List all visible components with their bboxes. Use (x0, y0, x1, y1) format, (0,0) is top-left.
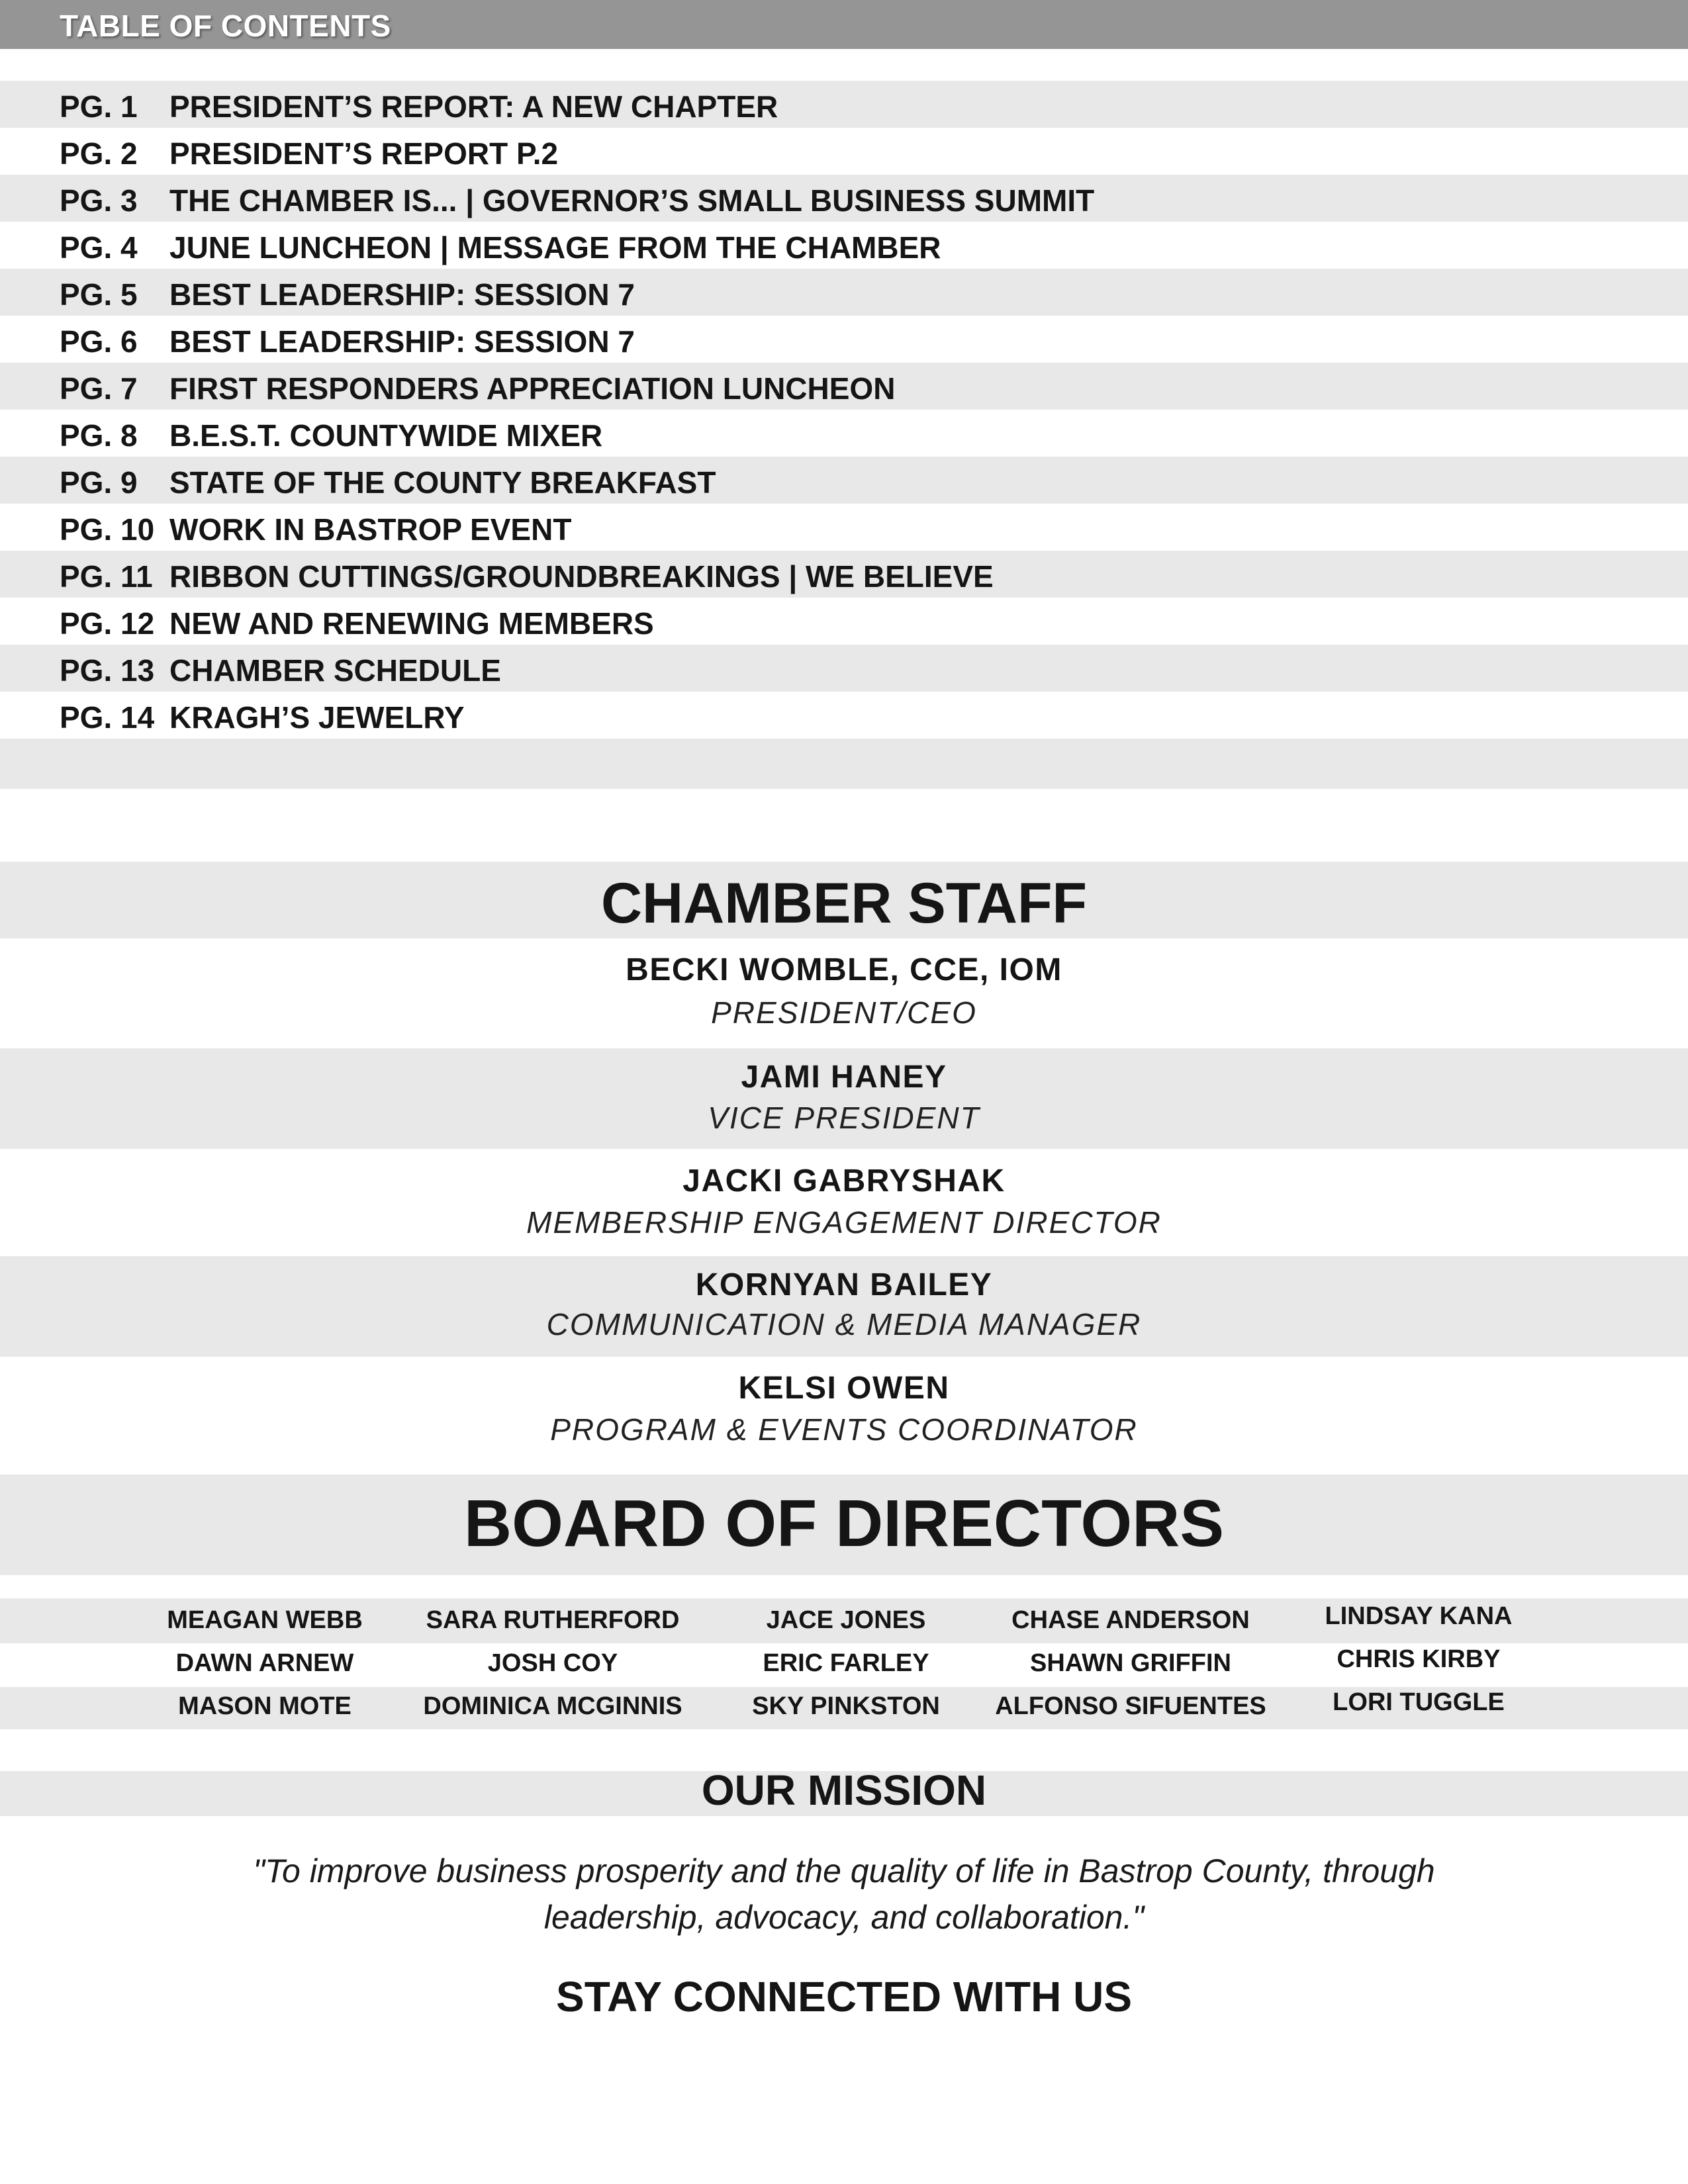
toc-entry[interactable] (0, 551, 1688, 598)
mission-line: "To improve business prosperity and the quality of life in Bastrop County, through (253, 1852, 1435, 1889)
board-member-name: DOMINICA MCGINNIS (423, 1692, 682, 1720)
board-member-name: SARA RUTHERFORD (426, 1606, 680, 1634)
staff-name: BECKI WOMBLE, CCE, IOM (626, 952, 1062, 987)
board-member-name: LORI TUGGLE (1333, 1688, 1505, 1716)
toc-entry-title: FIRST RESPONDERS APPRECIATION LUNCHEON (169, 371, 896, 406)
board-heading: BOARD OF DIRECTORS (463, 1486, 1225, 1561)
board-member-name: SHAWN GRIFFIN (1030, 1649, 1231, 1677)
toc-entry-title: KRAGH’S JEWELRY (169, 700, 465, 735)
toc-page-number: PG. 3 (60, 183, 138, 218)
toc-entry-title: PRESIDENT’S REPORT: A NEW CHAPTER (169, 89, 778, 124)
toc-entry-title: JUNE LUNCHEON | MESSAGE FROM THE CHAMBER (169, 230, 941, 265)
board-member-name: CHRIS KIRBY (1336, 1645, 1501, 1673)
board-member-name: JACE JONES (766, 1606, 926, 1634)
toc-entry-title: RIBBON CUTTINGS/GROUNDBREAKINGS | WE BELIEVE (169, 559, 994, 594)
stay-connected-heading: STAY CONNECTED WITH US (556, 1973, 1132, 2021)
toc-entry[interactable] (0, 128, 1688, 175)
toc-entry-title: NEW AND RENEWING MEMBERS (169, 606, 654, 641)
staff-role: PRESIDENT/CEO (711, 995, 977, 1030)
toc-page-number: PG. 1 (60, 89, 138, 124)
toc-entry[interactable] (0, 175, 1688, 222)
toc-page-number: PG. 12 (60, 606, 155, 641)
staff-name: KELSI OWEN (738, 1371, 950, 1406)
staff-name: KORNYAN BAILEY (695, 1267, 993, 1302)
toc-entry[interactable] (0, 269, 1688, 316)
toc-entry-title: PRESIDENT’S REPORT P.2 (169, 136, 559, 171)
staff-name: JACKI GABRYSHAK (682, 1163, 1006, 1199)
toc-page-number: PG. 4 (60, 230, 138, 265)
toc-entry[interactable] (0, 363, 1688, 410)
board-member-name: ERIC FARLEY (763, 1649, 929, 1677)
toc-page-number: PG. 6 (60, 324, 138, 359)
toc-header-title: TABLE OF CONTENTS (60, 9, 391, 43)
mission-line: leadership, advocacy, and collaboration." (543, 1899, 1145, 1936)
board-member-name: CHASE ANDERSON (1011, 1606, 1250, 1634)
toc-page-number: PG. 7 (60, 371, 138, 406)
toc-page-number: PG. 11 (60, 559, 153, 594)
toc-page-number: PG. 8 (60, 418, 138, 453)
board-member-name: JOSH COY (487, 1649, 618, 1677)
mission-heading: OUR MISSION (701, 1766, 987, 1814)
board-member-name: DAWN ARNEW (175, 1649, 354, 1677)
toc-entry[interactable] (0, 410, 1688, 457)
toc-entry[interactable] (0, 222, 1688, 269)
board-member-name: LINDSAY KANA (1325, 1602, 1513, 1630)
board-member-name: MEAGAN WEBB (167, 1606, 363, 1634)
board-member-name: ALFONSO SIFUENTES (995, 1692, 1266, 1720)
staff-role: VICE PRESIDENT (708, 1101, 980, 1135)
staff-role: PROGRAM & EVENTS COORDINATOR (550, 1412, 1138, 1447)
toc-entry[interactable] (0, 504, 1688, 551)
staff-role: MEMBERSHIP ENGAGEMENT DIRECTOR (526, 1205, 1162, 1240)
toc-entry[interactable] (0, 457, 1688, 504)
staff-role: COMMUNICATION & MEDIA MANAGER (546, 1307, 1142, 1342)
toc-entry-title: CHAMBER SCHEDULE (169, 653, 501, 688)
toc-entry[interactable] (0, 316, 1688, 363)
toc-entry-title: BEST LEADERSHIP: SESSION 7 (169, 324, 635, 359)
toc-entry-title: BEST LEADERSHIP: SESSION 7 (169, 277, 635, 312)
toc-entry[interactable] (0, 81, 1688, 128)
board-member-name: MASON MOTE (178, 1692, 352, 1720)
toc-entry-title: WORK IN BASTROP EVENT (169, 512, 572, 547)
toc-entry[interactable] (0, 598, 1688, 645)
toc-page-number: PG. 14 (60, 700, 155, 735)
staff-name: JAMI HANEY (741, 1060, 947, 1095)
toc-page-number: PG. 9 (60, 465, 138, 500)
toc-page-number: PG. 5 (60, 277, 138, 312)
toc-page-number: PG. 13 (60, 653, 155, 688)
board-member-name: SKY PINKSTON (752, 1692, 940, 1720)
toc-entry[interactable] (0, 692, 1688, 739)
toc-entry[interactable] (0, 645, 1688, 692)
staff-heading: CHAMBER STAFF (600, 872, 1088, 935)
toc-entry-title: STATE OF THE COUNTY BREAKFAST (169, 465, 716, 500)
toc-page-number: PG. 10 (60, 512, 155, 547)
toc-entry-title: B.E.S.T. COUNTYWIDE MIXER (169, 418, 603, 453)
toc-header-bar (0, 0, 1688, 49)
toc-page-number: PG. 2 (60, 136, 138, 171)
toc-entry-title: THE CHAMBER IS... | GOVERNOR’S SMALL BUSINESS SUMMIT (169, 183, 1095, 218)
toc-trailing-band (0, 739, 1688, 789)
